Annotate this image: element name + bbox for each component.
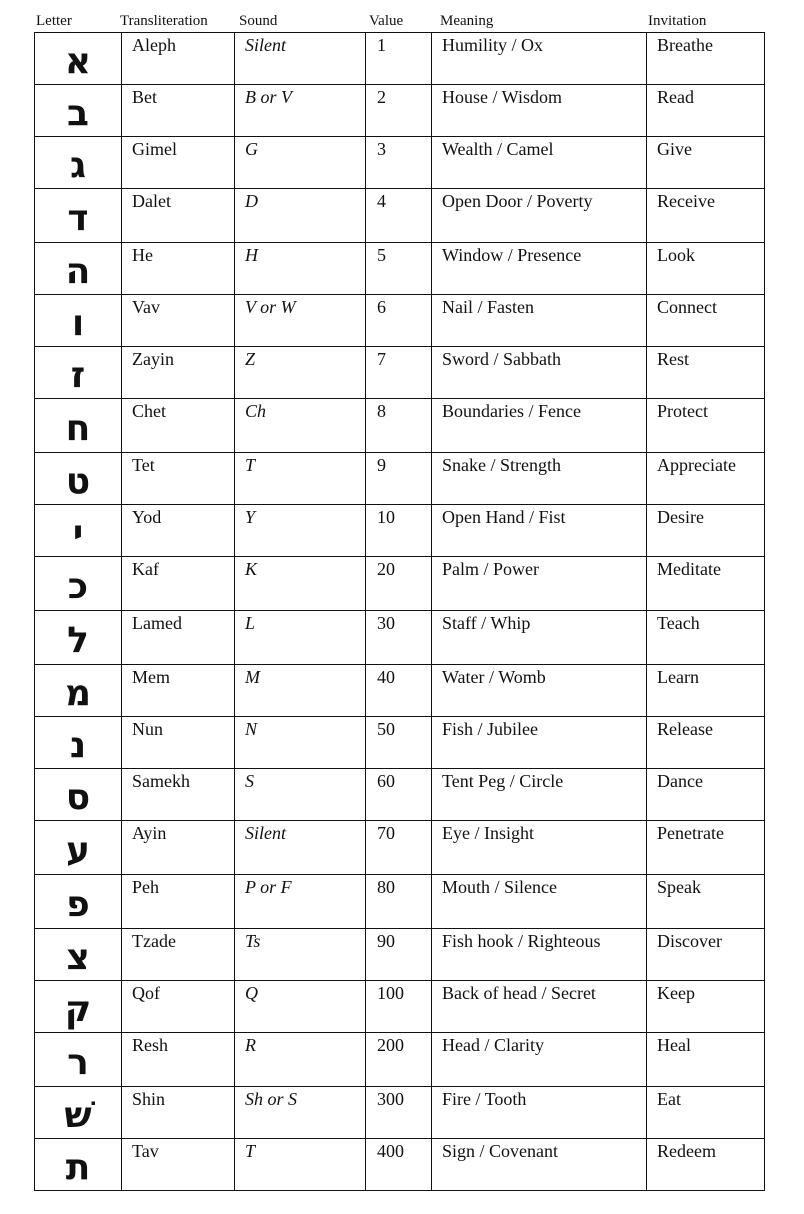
hebrew-letter: ג [69,144,87,186]
invitation-cell [647,821,765,875]
meaning-cell: Fish hook / Righteous [442,931,601,951]
sound-cell: D [245,191,258,211]
value-cell: 8 [377,401,386,421]
value-cell [366,505,432,557]
hebrew-letter: ת [65,1146,91,1188]
meaning-cell: Nail / Fasten [442,297,534,317]
value-cell [366,85,432,137]
value-cell [366,717,432,769]
meaning-cell [432,929,647,981]
hebrew-letter: ד [67,197,89,239]
meaning-cell: Snake / Strength [442,455,561,475]
value-cell [366,1033,432,1087]
hebrew-letter-cell [35,1087,122,1139]
transliteration-cell: Kaf [132,559,159,579]
transliteration-cell [122,137,235,189]
table-row [35,189,765,243]
transliteration-cell: Tet [132,455,155,475]
value-cell [366,33,432,85]
sound-cell [235,665,366,717]
value-cell: 9 [377,455,386,475]
transliteration-cell: Peh [132,877,159,897]
value-cell: 20 [377,559,395,579]
invitation-cell [647,1139,765,1191]
hebrew-letter: ז [70,354,86,396]
header-transliteration: Transliteration [120,13,208,29]
header-value: Value [369,13,404,29]
meaning-cell: Fish / Jubilee [442,719,539,739]
hebrew-letter-cell [35,33,122,85]
meaning-cell: Palm / Power [442,559,539,579]
table-row [35,33,765,85]
hebrew-letter-cell [35,505,122,557]
sound-cell: Ch [245,401,267,421]
transliteration-cell [122,399,235,453]
transliteration-cell [122,347,235,399]
invitation-cell [647,453,765,505]
hebrew-letter: ט [65,460,91,502]
meaning-cell [432,769,647,821]
invitation-cell [647,557,765,611]
invitation-cell: Appreciate [657,455,736,475]
sound-cell [235,33,366,85]
table-row [35,85,765,137]
meaning-cell [432,399,647,453]
meaning-cell: Back of head / Secret [442,983,596,1003]
sound-cell: B or V [245,87,292,107]
hebrew-letter-cell [35,665,122,717]
header-meaning: Meaning [440,13,494,29]
hebrew-letter-cell [35,399,122,453]
hebrew-letter: ח [65,407,91,449]
transliteration-cell: Ayin [132,823,167,843]
sound-cell: Silent [245,35,286,55]
table-body [35,33,765,1191]
transliteration-cell: Vav [132,297,160,317]
meaning-cell: Fire / Tooth [442,1089,527,1109]
sound-cell [235,611,366,665]
sound-cell: P or F [245,877,292,897]
sound-cell: S [245,771,254,791]
sound-cell: V or W [245,297,296,317]
value-cell [366,295,432,347]
transliteration-cell: Shin [132,1089,166,1109]
value-cell [366,243,432,295]
hebrew-letter-cell [35,295,122,347]
transliteration-cell: Gimel [132,139,177,159]
transliteration-cell [122,453,235,505]
transliteration-cell [122,295,235,347]
value-cell: 2 [377,87,386,107]
sound-cell [235,243,366,295]
meaning-cell [432,189,647,243]
invitation-cell [647,85,765,137]
meaning-cell [432,505,647,557]
invitation-cell [647,665,765,717]
meaning-cell: Open Hand / Fist [442,507,566,527]
transliteration-cell: He [132,245,153,265]
sound-cell [235,769,366,821]
invitation-cell: Desire [657,507,704,527]
hebrew-alphabet-table [34,32,765,1191]
value-cell [366,347,432,399]
sound-cell: M [245,667,260,687]
transliteration-cell [122,33,235,85]
sound-cell [235,1139,366,1191]
meaning-cell [432,1087,647,1139]
hebrew-letter-cell [35,1139,122,1191]
value-cell [366,189,432,243]
sound-cell [235,1087,366,1139]
invitation-cell: Dance [657,771,703,791]
table-row [35,1139,765,1191]
hebrew-letter: צ [66,936,90,978]
hebrew-letter: כ [67,565,89,607]
transliteration-cell [122,981,235,1033]
value-cell: 50 [377,719,395,739]
value-cell [366,769,432,821]
table-row [35,347,765,399]
value-cell: 70 [377,823,395,843]
hebrew-letter: ב [67,92,89,134]
meaning-cell: Sign / Covenant [442,1141,558,1161]
hebrew-letter-cell [35,347,122,399]
transliteration-cell: Zayin [132,349,174,369]
transliteration-cell [122,665,235,717]
hebrew-letter: ו [71,302,85,344]
transliteration-cell [122,1087,235,1139]
invitation-cell [647,981,765,1033]
invitation-cell [647,769,765,821]
sound-cell: T [245,455,256,475]
hebrew-letter-cell [35,189,122,243]
sound-cell [235,505,366,557]
invitation-cell: Keep [657,983,695,1003]
sound-cell [235,1033,366,1087]
invitation-cell: Learn [657,667,699,687]
meaning-cell [432,1033,647,1087]
invitation-cell [647,243,765,295]
transliteration-cell [122,1033,235,1087]
value-cell [366,981,432,1033]
invitation-cell: Redeem [657,1141,716,1161]
value-cell [366,665,432,717]
hebrew-letter-cell [35,717,122,769]
hebrew-letter: א [64,40,92,82]
meaning-cell: Mouth / Silence [442,877,557,897]
meaning-cell: Humility / Ox [442,35,544,55]
value-cell [366,1087,432,1139]
value-cell [366,399,432,453]
sound-cell [235,137,366,189]
transliteration-cell [122,929,235,981]
value-cell: 3 [377,139,386,159]
transliteration-cell: Mem [132,667,170,687]
sound-cell [235,399,366,453]
invitation-cell [647,717,765,769]
sound-cell: N [245,719,258,739]
value-cell [366,1139,432,1191]
invitation-cell: Discover [657,931,722,951]
invitation-cell [647,1087,765,1139]
value-cell [366,137,432,189]
transliteration-cell [122,557,235,611]
hebrew-letter: מ [64,672,92,714]
sound-cell: Silent [245,823,286,843]
sound-cell [235,453,366,505]
meaning-cell [432,347,647,399]
invitation-cell: Release [657,719,713,739]
invitation-cell: Speak [657,877,701,897]
transliteration-cell [122,821,235,875]
transliteration-cell [122,717,235,769]
value-cell: 10 [377,507,395,527]
sound-cell: H [245,245,258,265]
hebrew-letter: ל [67,619,89,661]
invitation-cell [647,611,765,665]
meaning-cell: Eye / Insight [442,823,534,843]
invitation-cell [647,929,765,981]
sound-cell [235,981,366,1033]
transliteration-cell: Tav [132,1141,159,1161]
meaning-cell [432,137,647,189]
sound-cell [235,821,366,875]
table-row [35,557,765,611]
transliteration-cell [122,875,235,929]
value-cell: 6 [377,297,386,317]
meaning-cell [432,1139,647,1191]
meaning-cell: Water / Womb [442,667,546,687]
transliteration-cell [122,243,235,295]
invitation-cell: Breathe [657,35,713,55]
value-cell [366,875,432,929]
sound-cell [235,189,366,243]
meaning-cell [432,821,647,875]
meaning-cell: Tent Peg / Circle [442,771,564,791]
meaning-cell: House / Wisdom [442,87,562,107]
transliteration-cell: Samekh [132,771,190,791]
value-cell: 400 [377,1141,404,1161]
invitation-cell: Eat [657,1089,681,1109]
table-row [35,399,765,453]
meaning-cell [432,243,647,295]
table-row [35,1087,765,1139]
sound-cell [235,875,366,929]
value-cell: 60 [377,771,395,791]
table-row [35,295,765,347]
hebrew-letter-cell [35,137,122,189]
sound-cell [235,295,366,347]
invitation-cell [647,1033,765,1087]
meaning-cell [432,453,647,505]
hebrew-letter: ס [65,776,91,818]
table-row [35,821,765,875]
value-cell: 5 [377,245,386,265]
table-row [35,243,765,295]
meaning-cell: Window / Presence [442,245,582,265]
sound-cell: R [245,1035,256,1055]
hebrew-letter: ר [67,1041,89,1083]
transliteration-cell [122,769,235,821]
table-row [35,717,765,769]
hebrew-letter: פ [66,883,90,925]
table-row [35,505,765,557]
meaning-cell [432,717,647,769]
header-invitation: Invitation [648,13,707,29]
invitation-cell: Teach [657,613,700,633]
transliteration-cell [122,189,235,243]
sound-cell: T [245,1141,256,1161]
value-cell: 300 [377,1089,404,1109]
meaning-cell: Boundaries / Fence [442,401,581,421]
value-cell: 7 [377,349,386,369]
sound-cell: Z [245,349,256,369]
transliteration-cell: Aleph [132,35,176,55]
meaning-cell [432,295,647,347]
transliteration-cell: Resh [132,1035,168,1055]
invitation-cell: Read [657,87,694,107]
invitation-cell: Meditate [657,559,721,579]
sound-cell [235,557,366,611]
table-header-row [0,10,804,32]
value-cell: 80 [377,877,395,897]
hebrew-letter: י [72,512,84,554]
table-row [35,929,765,981]
invitation-cell [647,347,765,399]
meaning-cell: Head / Clarity [442,1035,544,1055]
transliteration-cell [122,505,235,557]
value-cell [366,611,432,665]
value-cell: 90 [377,931,395,951]
invitation-cell [647,505,765,557]
hebrew-letter: ע [66,829,90,871]
table-row [35,665,765,717]
hebrew-letter: ה [65,250,91,292]
value-cell: 200 [377,1035,404,1055]
value-cell: 100 [377,983,404,1003]
value-cell [366,821,432,875]
transliteration-cell [122,611,235,665]
table-row [35,453,765,505]
hebrew-letter: שׁ [64,1094,92,1136]
sound-cell: Y [245,507,256,527]
sound-cell: Q [245,983,258,1003]
invitation-cell: Protect [657,401,708,421]
sound-cell [235,85,366,137]
value-cell: 1 [377,35,386,55]
table-row [35,875,765,929]
sound-cell: G [245,139,258,159]
invitation-cell: Look [657,245,695,265]
invitation-cell: Give [657,139,692,159]
sound-cell: Sh or S [245,1089,298,1109]
transliteration-cell: Qof [132,983,160,1003]
value-cell: 40 [377,667,395,687]
hebrew-letter-cell [35,981,122,1033]
transliteration-cell: Lamed [132,613,182,633]
meaning-cell [432,33,647,85]
hebrew-letter-cell [35,557,122,611]
transliteration-cell [122,1139,235,1191]
meaning-cell: Sword / Sabbath [442,349,561,369]
invitation-cell [647,137,765,189]
meaning-cell [432,665,647,717]
meaning-cell [432,557,647,611]
table-row [35,137,765,189]
hebrew-letter: נ [69,724,87,766]
hebrew-letter-cell [35,875,122,929]
invitation-cell [647,33,765,85]
meaning-cell [432,85,647,137]
meaning-cell: Open Door / Poverty [442,191,593,211]
invitation-cell: Heal [657,1035,691,1055]
value-cell: 30 [377,613,395,633]
header-letter: Letter [36,13,72,29]
header-sound: Sound [239,13,278,29]
table-row [35,981,765,1033]
transliteration-cell: Yod [132,507,162,527]
invitation-cell: Rest [657,349,690,369]
table-row [35,1033,765,1087]
sound-cell [235,347,366,399]
meaning-cell [432,875,647,929]
table-row [35,769,765,821]
transliteration-cell: Chet [132,401,166,421]
hebrew-letter-cell [35,611,122,665]
transliteration-cell: Tzade [132,931,176,951]
hebrew-letter-cell [35,1033,122,1087]
hebrew-letter-cell [35,929,122,981]
invitation-cell: Penetrate [657,823,724,843]
value-cell [366,929,432,981]
meaning-cell [432,981,647,1033]
sound-cell: K [245,559,258,579]
hebrew-letter-cell [35,769,122,821]
invitation-cell: Connect [657,297,717,317]
hebrew-letter-cell [35,821,122,875]
value-cell [366,453,432,505]
table-row [35,611,765,665]
invitation-cell [647,875,765,929]
meaning-cell [432,611,647,665]
sound-cell: L [245,613,256,633]
hebrew-letter-cell [35,453,122,505]
invitation-cell [647,399,765,453]
transliteration-cell [122,85,235,137]
invitation-cell: Receive [657,191,715,211]
invitation-cell [647,295,765,347]
meaning-cell: Staff / Whip [442,613,531,633]
invitation-cell [647,189,765,243]
transliteration-cell: Bet [132,87,157,107]
sound-cell [235,717,366,769]
value-cell [366,557,432,611]
hebrew-letter-cell [35,243,122,295]
meaning-cell: Wealth / Camel [442,139,554,159]
value-cell: 4 [377,191,386,211]
transliteration-cell: Nun [132,719,163,739]
hebrew-letter: ק [64,988,92,1030]
hebrew-letter-cell [35,85,122,137]
sound-cell [235,929,366,981]
transliteration-cell: Dalet [132,191,171,211]
sound-cell: Ts [245,931,261,951]
